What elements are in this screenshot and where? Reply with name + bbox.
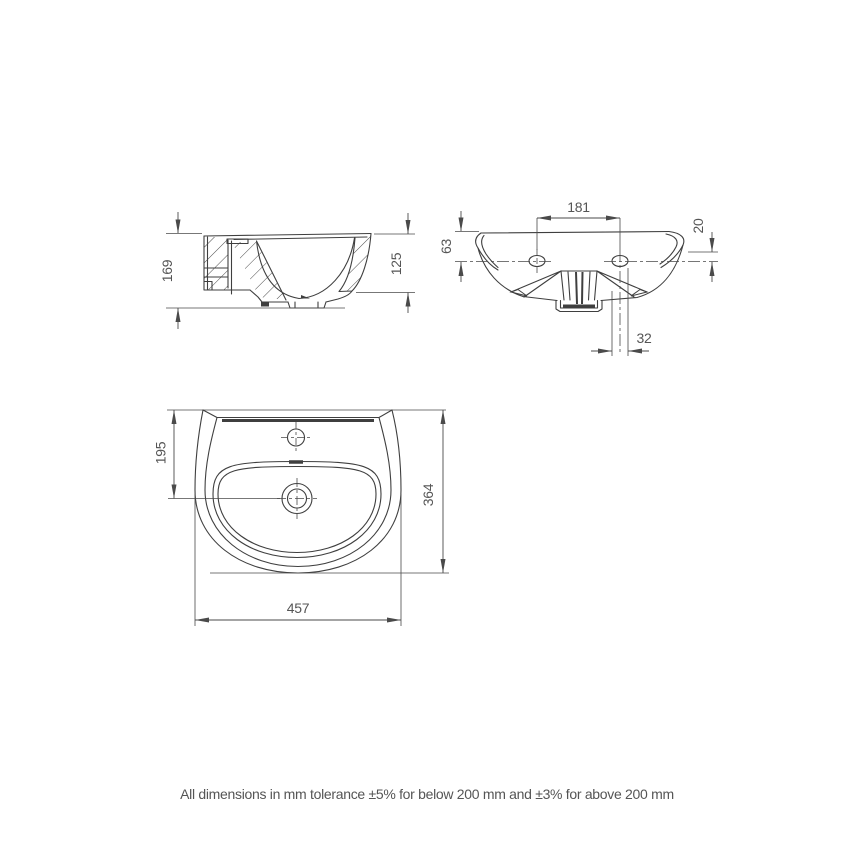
dim-rim-to-hole-label: 20 bbox=[690, 218, 706, 234]
dimension-20 bbox=[688, 218, 718, 282]
dim-front-to-drain-label: 195 bbox=[152, 441, 169, 465]
front-drain-pipe-lines bbox=[576, 272, 583, 304]
front-right-corner bbox=[660, 232, 684, 268]
front-underside-slants bbox=[511, 271, 647, 297]
dim-overall-width-label: 457 bbox=[286, 600, 310, 616]
side-section-view bbox=[159, 212, 415, 329]
front-bowl-sides bbox=[478, 245, 683, 301]
dim-side-bowl-height-label: 125 bbox=[388, 252, 404, 276]
front-view bbox=[438, 199, 718, 356]
dim-edge-to-hole-label: 63 bbox=[438, 239, 454, 254]
side-drain-mark bbox=[261, 302, 269, 307]
dimension-181 bbox=[537, 199, 620, 250]
front-foot-shadow bbox=[563, 305, 595, 309]
dimension-364 bbox=[210, 410, 449, 573]
back-wall-hatch bbox=[232, 242, 286, 300]
dim-hole-spacing-label: 181 bbox=[567, 199, 590, 215]
dimension-195 bbox=[153, 410, 177, 499]
dim-overall-depth-label: 364 bbox=[420, 483, 436, 507]
tolerance-note: All dimensions in mm tolerance ±5% for below 200 mm and ±3% for above 200 mm bbox=[180, 786, 674, 802]
dim-side-total-height-label: 169 bbox=[159, 259, 175, 283]
front-drain-shroud bbox=[561, 271, 597, 300]
front-rim-top bbox=[481, 232, 669, 234]
dimension-63 bbox=[438, 211, 479, 282]
plan-view bbox=[153, 410, 450, 626]
dim-slot-length-label: 32 bbox=[636, 330, 652, 346]
